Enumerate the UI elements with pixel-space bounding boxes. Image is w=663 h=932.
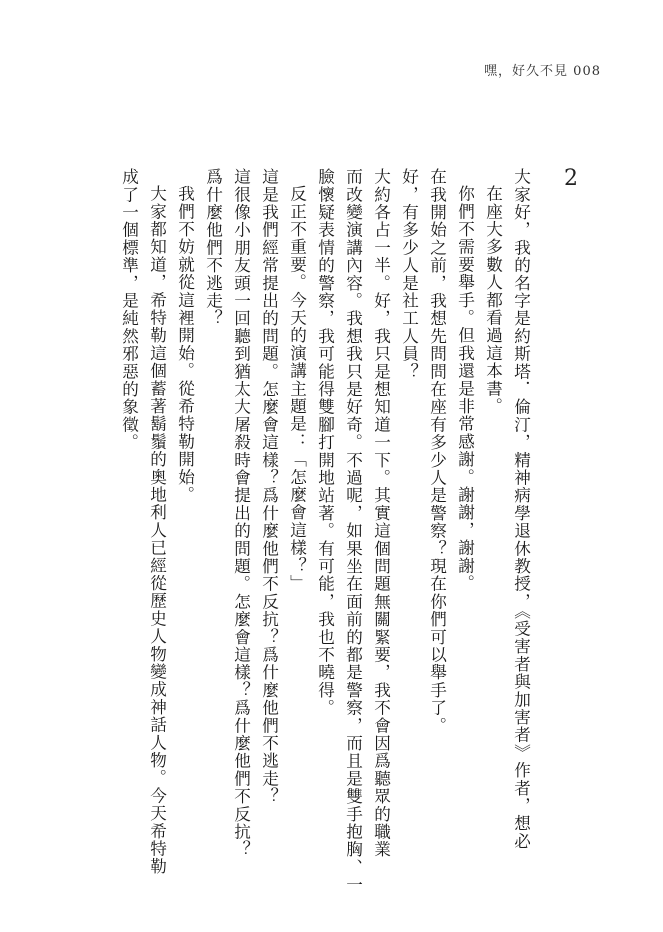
- text-column-7: 而改變演講內容。我想我只是好奇。不過呢，如果坐在面前的都是警察，而且是雙手抱胸、一: [343, 168, 363, 894]
- text-column-2: 在座大多數人都看過這本書。: [483, 185, 503, 416]
- text-column-12: 爲什麼他們不逃走？: [203, 168, 223, 328]
- text-column-11: 這很像小朋友頭一回聽到猶太大屠殺時會提出的問題。怎麼會這樣？爲什麼他們不反抗？: [231, 168, 251, 859]
- chapter-number: 2: [564, 166, 578, 191]
- text-column-4: 在我開始之前，我想先問問在座有多少人是警察？現在你們可以舉手了。: [427, 168, 447, 735]
- text-column-15: 成了一個標準，是純然邪惡的象徵。: [119, 168, 139, 452]
- text-column-5: 好，有多少人是社工人員？: [399, 168, 419, 381]
- text-column-10: 這是我們經常提出的問題。怎麼會這樣？爲什麼他們不反抗？爲什麼他們不逃走？: [259, 168, 279, 806]
- text-column-6: 大約各占一半。好，我只是想知道一下。其實這個問題無關緊要，我不會因爲聽眾的職業: [371, 168, 391, 859]
- text-column-3: 你們不需要舉手。但我還是非常感謝。謝謝，謝謝。: [455, 185, 475, 593]
- page-number: 008: [573, 64, 601, 79]
- text-column-14: 大家都知道，希特勒這個蓄著鬍鬚的奧地利人已經從歷史人物變成神話人物。今天希特勒: [147, 185, 167, 876]
- text-column-1: 大家好，我的名字是約斯塔．倫汀，精神病學退休教授，《受害者與加害者》作者，想必: [511, 168, 531, 850]
- running-header: [484, 60, 601, 79]
- text-column-8: 臉懷疑表情的警察，我可能得雙腳打開地站著。有可能，我也不曉得。: [315, 168, 335, 717]
- text-column-9: 反正不重要。今天的演講主題是：「怎麼會這樣？」: [287, 185, 307, 593]
- text-column-13: 我們不妨就從這裡開始。從希特勒開始。: [175, 185, 195, 504]
- running-title: 嘿，好久不見: [484, 64, 569, 79]
